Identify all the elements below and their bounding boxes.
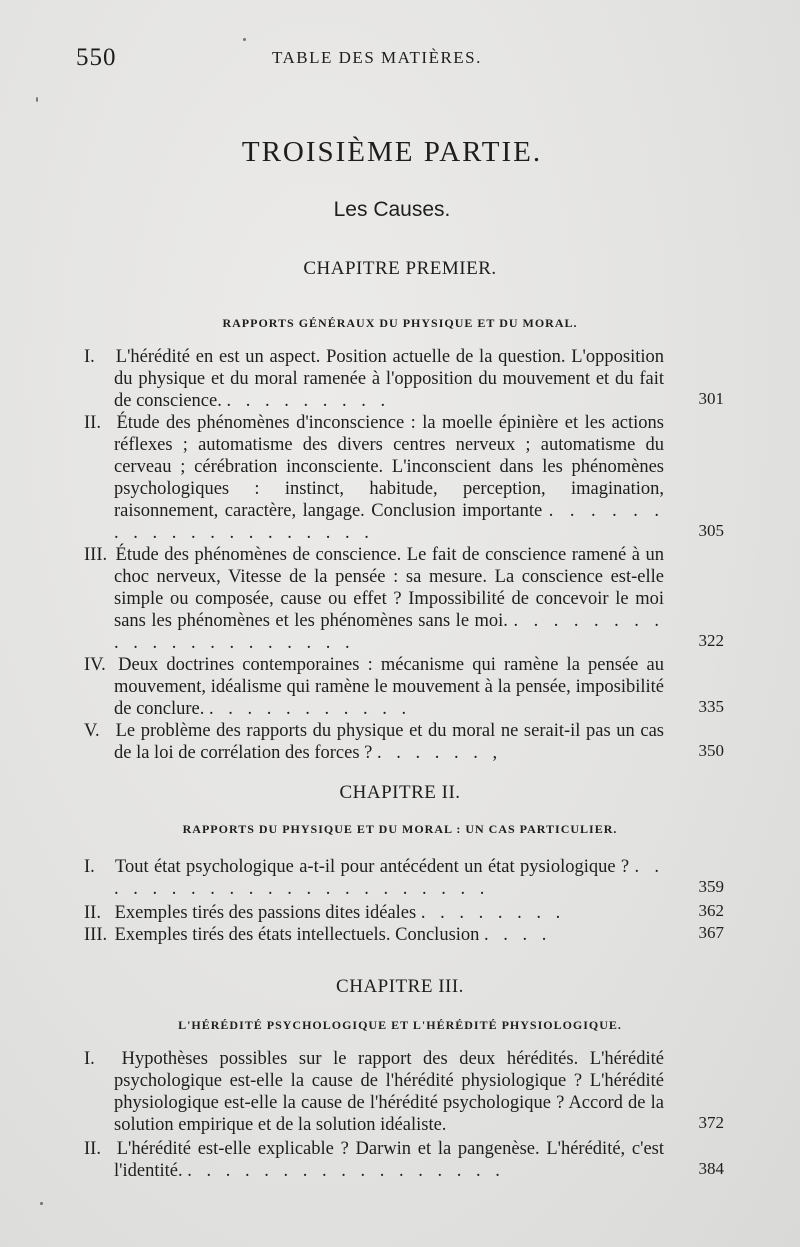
toc-entry (84, 412, 724, 544)
chapter-title: CHAPITRE PREMIER. (303, 258, 497, 279)
toc-entry-title: Le problème des rapports du physique et du moral ne serait-il pas un cas de la loi de corrélation des forces ? (114, 721, 664, 763)
toc-entry-number: II. (84, 413, 101, 433)
dot-leader: . . . . . . . . (420, 903, 566, 923)
toc-entry-title: Exemples tirés des passions dites idéales (114, 903, 417, 923)
toc-entry-title: Deux doctrines contemporaines : mécanisme qui ramène la pensée au mouvement, idéalisme qui ramène le mouvement à la pensée, imposibilité de conclure. (114, 655, 664, 719)
toc-entry-text (84, 924, 664, 946)
running-head (76, 44, 716, 80)
chapter-subtitle: L'HÉRÉDITÉ PSYCHOLOGIQUE ET L'HÉRÉDITÉ PHYSIOLOGIQUE. (178, 1018, 622, 1032)
toc-entry-title: Étude des phénomènes de conscience. Le fait de conscience ramené à un choc nerveux, Vitesse de la pensée : sa mesure. La conscience est-elle simple ou composée, cause ou effet ? Impossibilité de concevoir le moi sans les phénomènes et les phénomènes sans le moi. (114, 545, 664, 631)
dot-leader: . . . . . . , (377, 743, 503, 763)
toc-page-ref: 301 (698, 389, 724, 408)
toc-entry (84, 544, 724, 654)
dot-leader: . . . . . . . . . . . . . . . . . . . . . . (114, 857, 665, 899)
toc-page-ref: 335 (698, 697, 724, 716)
toc-entry-text (84, 346, 664, 412)
toc-entry (84, 924, 724, 946)
toc-entry-title: L'hérédité en est un aspect. Position actuelle de la question. L'opposition du physique et du moral ramenée à l'opposition du mouvement et du fait de conscience. (114, 347, 664, 411)
toc-entry (84, 1138, 724, 1182)
toc-entry-number: III. (84, 925, 108, 945)
toc-entry (84, 720, 724, 764)
toc-entry-text (84, 412, 664, 544)
chapter-title: CHAPITRE III. (336, 976, 464, 997)
toc-entry (84, 346, 724, 412)
toc-entry (84, 654, 724, 720)
toc-page-ref: 359 (698, 877, 724, 896)
toc-entry-text (84, 654, 664, 720)
toc-entry-text (84, 720, 664, 764)
ink-speck (36, 97, 38, 102)
toc-entry-title: L'hérédité est-elle explicable ? Darwin et la pangenèse. L'hérédité, c'est l'identité. (114, 1139, 665, 1181)
page-number: 550 (76, 44, 117, 71)
toc-entry-text (84, 856, 664, 900)
toc-entry-number: V. (84, 721, 100, 741)
toc-entry-text (84, 902, 664, 924)
chapter-title: CHAPITRE II. (339, 782, 461, 803)
toc-entry (84, 856, 724, 900)
toc-entry-number: I. (84, 857, 95, 877)
ink-speck (40, 1202, 43, 1205)
toc-page-ref: 305 (698, 521, 724, 540)
toc-entry-title: Tout état psychologique a-t-il pour antécédent un état pysiologique ? (115, 857, 630, 877)
toc-entry-number: II. (84, 903, 101, 923)
toc-page-ref: 322 (698, 631, 724, 650)
part-subtitle: Les Causes. (333, 198, 451, 221)
toc-entry-number: IV. (84, 655, 106, 675)
toc-page-ref: 350 (698, 741, 724, 760)
dot-leader: . . . . . . . . . . . . . . . . . . . . (114, 501, 665, 543)
dot-leader: . . . . . . . . . . . . . . . . . (187, 1161, 505, 1181)
toc-page-ref: 362 (698, 901, 724, 920)
toc-page-ref: 372 (698, 1113, 724, 1132)
dot-leader: . . . . (484, 925, 552, 945)
part-title: TROISIÈME PARTIE. (241, 136, 543, 168)
toc-entry (84, 902, 724, 924)
toc-entry-text (84, 1138, 664, 1182)
dot-leader: . . . . . . . . . . . (209, 699, 412, 719)
toc-entry-text (84, 1048, 664, 1136)
dot-leader: . . . . . . . . . (226, 391, 391, 411)
chapter-subtitle: RAPPORTS DU PHYSIQUE ET DU MORAL : UN CAS PARTICULIER. (182, 822, 618, 836)
toc-entry-number: I. (84, 1049, 95, 1069)
toc-entry-title: Exemples tirés des états intellectuels. Conclusion (114, 925, 480, 945)
toc-entry-number: II. (84, 1139, 101, 1159)
toc-entry-title: Hypothèses possibles sur le rapport des deux hérédités. L'hérédité psychologique est-elle la cause de l'hérédité physiologique ? L'hérédité physiologique est-elle la cause de l'hérédité psychologique ? Accord de la solution empirique et de la solution idéaliste. (114, 1049, 665, 1135)
ink-speck (243, 38, 246, 41)
chapter-subtitle: RAPPORTS GÉNÉRAUX DU PHYSIQUE ET DU MORAL. (222, 316, 578, 330)
toc-entry-number: I. (84, 347, 95, 367)
running-title: TABLE DES MATIÈRES. (272, 48, 482, 67)
toc-entry-title: Étude des phénomènes d'inconscience : la moelle épinière et les actions réflexes ; automatisme des divers centres nerveux ; automatisme du cerveau ; cérébration inconsciente. L'inconscient dans les phénomènes psychologiques : instinct, habitude, perception, imagination, raisonnement, caractère, langage. Conclusion importante (114, 413, 664, 521)
toc-entry (84, 1048, 724, 1136)
toc-page-ref: 367 (698, 923, 724, 942)
toc-page-ref: 384 (698, 1159, 724, 1178)
dot-leader: . . . . . . . . . . . . . . . . . . . . . (114, 611, 665, 653)
toc-entry-text (84, 544, 664, 654)
toc-entry-number: III. (84, 545, 108, 565)
